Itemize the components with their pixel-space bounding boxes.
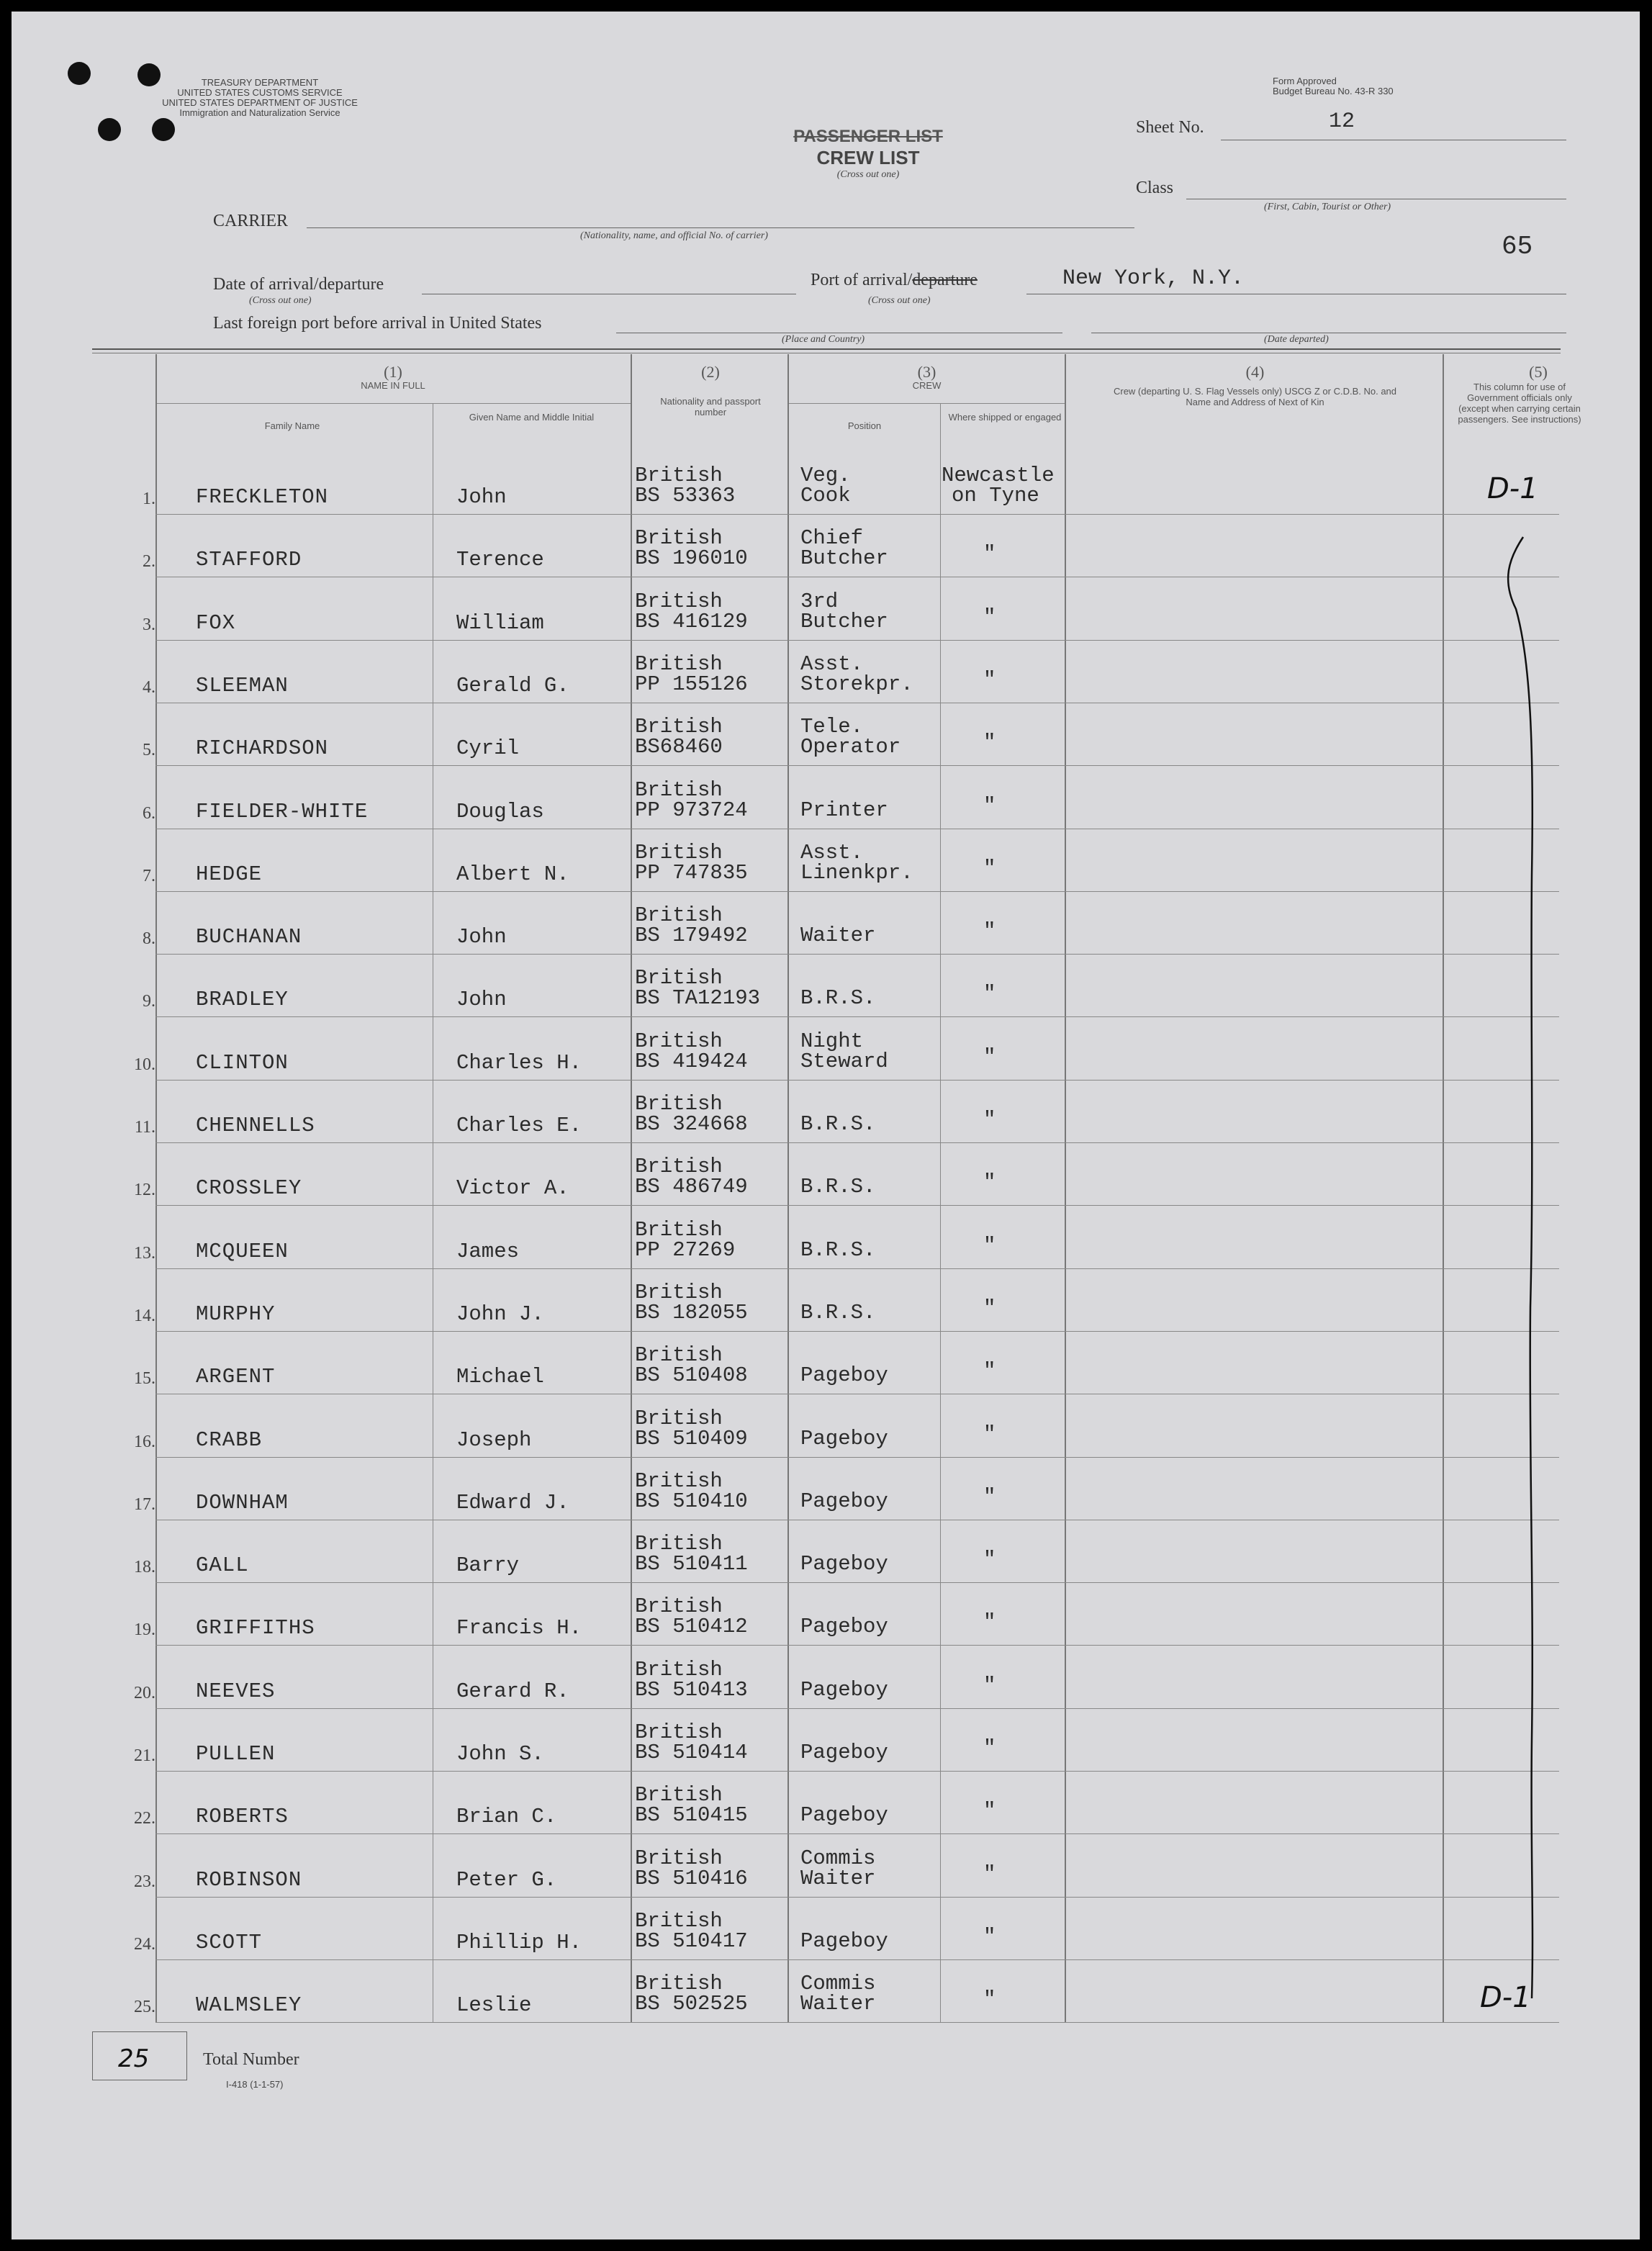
agency-line-2: UNITED STATES CUSTOMS SERVICE [177,87,343,98]
given-name-cell: Gerard R. [456,1679,569,1703]
passport-cell: BS 502525 [635,1992,748,2016]
nationality-cell: British [635,1972,723,1996]
passport-cell: PP 747835 [635,860,748,885]
nationality-cell: British [635,966,723,991]
port-note: (Cross out one) [868,295,931,306]
row-number: 13. [134,1243,155,1263]
shipped-line-2: " [983,1484,996,1509]
table-row [12,1332,1640,1394]
family-name-cell: MCQUEEN [196,1239,289,1263]
sheet-label: Sheet No. [1136,118,1204,137]
nationality-cell: British [635,464,723,487]
table-row [12,1772,1640,1834]
table-row [12,1583,1640,1646]
nationality-cell: British [635,1720,723,1744]
col-family-header: Family Name [264,420,320,431]
given-name-cell: John J. [456,1302,544,1326]
position-line-1: Commis [800,1846,876,1870]
table-row [12,1018,1640,1081]
shipped-line-2: " [983,982,996,1006]
family-name-cell: SLEEMAN [196,673,289,698]
given-name-cell: Charles H. [456,1050,582,1075]
passport-cell: BS 510416 [635,1866,748,1890]
title-main: CREW LIST [816,147,920,168]
passport-cell: PP 155126 [635,672,748,696]
given-name-cell: Charles E. [456,1114,582,1137]
port-value: New York, N.Y. [1062,266,1245,291]
position-line-2: B.R.S. [800,1175,876,1199]
table-row [12,1646,1640,1709]
given-name-cell: Albert N. [456,862,569,886]
passport-cell: BS 53363 [635,484,736,508]
nationality-cell: British [635,651,723,676]
nationality-cell: British [635,526,723,551]
position-line-2: Operator [800,735,901,759]
nationality-cell: British [635,1532,723,1556]
position-line-1: Veg. [800,464,851,487]
row-number: 25. [134,1998,155,2017]
shipped-line-2: " [983,1108,996,1132]
table-row [12,892,1640,955]
shipped-line-2: " [983,1673,996,1697]
nationality-cell: British [635,903,723,928]
title-struck: PASSENGER LIST [793,127,943,146]
family-name-cell: SCOTT [196,1930,263,1954]
row-number: 24. [134,1934,155,1954]
position-line-2: Butcher [800,609,888,633]
position-line-1: Chief [800,526,864,551]
position-line-2: Waiter [800,1866,876,1890]
passport-cell: BS 510414 [635,1741,748,1764]
passport-cell: BS 510409 [635,1426,748,1451]
family-name-cell: GRIFFITHS [196,1616,315,1641]
position-line-2: Pageboy [800,1615,888,1639]
row-number: 10. [134,1055,155,1074]
list-title [760,127,976,181]
nationality-cell: British [635,1783,723,1808]
given-name-cell: Barry [456,1553,520,1578]
position-line-2: Pageboy [800,1741,888,1764]
class-label: Class [1136,179,1174,197]
shipped-line-2: on Tyne [952,484,1039,508]
row-number: 18. [134,1558,155,1577]
shipped-line-2: " [983,793,996,818]
bottom-mark: D-1 [1480,1981,1531,2014]
col-shipped-header: Where shipped or engaged [948,412,1062,423]
position-line-1: Tele. [800,715,864,739]
nationality-cell: British [635,1846,723,1870]
passport-cell: BS TA12193 [635,986,761,1011]
shipped-line-2: " [983,1862,996,1886]
col5-num: (5) [1529,363,1548,381]
row-number: 11. [134,1118,155,1137]
carrier-note: (Nationality, name, and official No. of carrier) [580,230,768,241]
nationality-cell: British [635,715,723,739]
row-number: 14. [134,1306,155,1325]
passport-cell: BS 510415 [635,1803,748,1828]
family-name-cell: DOWNHAM [196,1490,289,1515]
position-line-1: Commis [800,1972,876,1996]
family-name-cell: FIELDER-WHITE [196,799,369,824]
family-name-cell: RICHARDSON [196,736,329,761]
given-name-cell: Joseph [456,1427,532,1452]
family-name-cell: MURPHY [196,1302,276,1326]
position-line-2: B.R.S. [800,986,876,1011]
row-number: 4. [143,677,155,697]
given-name-cell: Brian C. [456,1805,557,1829]
row-number: 22. [134,1809,155,1828]
family-name-cell: CLINTON [196,1050,289,1075]
position-line-2: Pageboy [800,1929,888,1953]
shipped-line-2: " [983,1548,996,1572]
col4-num: (4) [1245,363,1265,381]
position-line-2: Linenkpr. [800,860,913,885]
position-line-2: Cook [800,484,851,508]
table-row [12,1898,1640,1960]
nationality-cell: British [635,1908,723,1933]
top-mark: D-1 [1487,472,1538,505]
table-row [12,767,1640,829]
position-line-2: Waiter [800,1992,876,2016]
shipped-line-2: " [983,542,996,567]
agency-line-1: TREASURY DEPARTMENT [201,77,319,88]
col4-title: Crew (departing U. S. Flag Vessels only) USCG Z or C.D.B. No. and Name and Address of Next of Kin [1113,386,1397,407]
form-approval [1273,76,1394,96]
row-number: 3. [143,615,155,634]
last-port-label: Last foreign port before arrival in United States [213,314,542,333]
given-name-cell: Edward J. [456,1490,569,1515]
form-approval-line-2: Budget Bureau No. 43-R 330 [1273,86,1394,96]
row-number: 2. [143,552,155,572]
nationality-cell: British [635,840,723,865]
row-number: 8. [143,929,155,949]
family-name-cell: HEDGE [196,862,263,886]
table-row [12,1269,1640,1332]
family-name-cell: ARGENT [196,1365,276,1389]
family-name-cell: PULLEN [196,1742,276,1766]
nationality-cell: British [635,1155,723,1179]
given-name-cell: Peter G. [456,1867,557,1892]
shipped-line-2: " [983,1988,996,2012]
position-line-2: Waiter [800,924,876,948]
total-label: Total Number [203,2050,299,2069]
port-label [811,271,978,290]
table-row [12,703,1640,766]
row-number: 17. [134,1494,155,1514]
table-row [12,1081,1640,1143]
given-name-cell: Terence [456,548,544,572]
agency-header [83,78,436,118]
shipped-line-2: " [983,605,996,629]
family-name-cell: FRECKLETON [196,485,329,509]
given-name-cell: Victor A. [456,1176,569,1201]
nationality-cell: British [635,1594,723,1619]
table-row [12,1143,1640,1206]
nationality-cell: British [635,1092,723,1116]
shipped-line-2: " [983,856,996,880]
family-name-cell: FOX [196,610,236,635]
family-name-cell: NEEVES [196,1679,276,1703]
position-line-2: Printer [800,798,888,822]
family-name-cell: CROSSLEY [196,1176,302,1201]
row-number: 23. [134,1872,155,1891]
shipped-line-2: " [983,667,996,692]
given-name-cell: Francis H. [456,1616,582,1641]
table-row [12,1960,1640,2023]
punch-hole [152,118,175,141]
col-position-header: Position [847,420,882,431]
passport-cell: BS 419424 [635,1049,748,1073]
nationality-cell: British [635,1280,723,1304]
sheet-number: 12 [1329,109,1355,134]
position-line-1: Night [800,1029,864,1053]
port-label-text: Port of arrival/ [811,271,913,289]
table-row [12,1520,1640,1583]
table-row [12,1835,1640,1898]
nationality-cell: British [635,1469,723,1493]
position-line-2: Pageboy [800,1552,888,1576]
agency-line-3: UNITED STATES DEPARTMENT OF JUSTICE [162,97,358,108]
row-number: 5. [143,741,155,760]
given-name-cell: John S. [456,1742,544,1766]
shipped-line-2: " [983,1359,996,1384]
form-approval-line-1: Form Approved [1273,76,1337,86]
shipped-line-2: " [983,919,996,944]
row-number: 9. [143,992,155,1011]
position-line-1: Asst. [800,840,864,865]
passport-cell: BS 182055 [635,1300,748,1325]
col1-title: NAME IN FULL [361,380,425,391]
shipped-line-2: " [983,1610,996,1635]
row-number: 16. [134,1432,155,1451]
row-number: 1. [143,490,155,508]
nationality-cell: British [635,1029,723,1053]
table-row [12,1709,1640,1772]
title-note: (Cross out one) [836,169,900,180]
date-arrival-note: (Cross out one) [249,295,312,306]
col3-title: CREW [912,380,942,391]
passport-cell: BS 324668 [635,1112,748,1136]
family-name-cell: ROBINSON [196,1867,302,1892]
row-number: 21. [134,1746,155,1765]
passport-cell: BS 510408 [635,1363,748,1388]
position-line-2: Pageboy [800,1489,888,1513]
col2-num: (2) [701,363,720,381]
passport-cell: BS 416129 [635,609,748,633]
given-name-cell: James [456,1239,520,1263]
position-line-2: B.R.S. [800,1112,876,1136]
passport-cell: BS68460 [635,735,723,759]
position-line-2: Steward [800,1049,888,1073]
family-name-cell: CRABB [196,1427,263,1452]
row-number: 15. [134,1369,155,1389]
table-row [12,578,1640,641]
passport-cell: BS 510410 [635,1489,748,1513]
page-number: 65 [1502,232,1533,261]
position-line-1: 3rd [800,589,839,613]
document-page [12,12,1640,2239]
given-name-cell: Michael [456,1365,544,1389]
bracket-line [1494,515,1545,2027]
row-number: 7. [143,866,155,885]
family-name-cell: BRADLEY [196,988,289,1012]
position-line-2: Pageboy [800,1677,888,1702]
position-line-1: Asst. [800,651,864,676]
shipped-line-2: " [983,1736,996,1760]
position-line-2: Butcher [800,546,888,571]
shipped-line-2: " [983,1924,996,1949]
position-line-2: B.R.S. [800,1300,876,1325]
nationality-cell: British [635,1406,723,1430]
given-name-cell: Phillip H. [456,1930,582,1954]
given-name-cell: Gerald G. [456,673,569,698]
family-name-cell: STAFFORD [196,548,302,572]
row-number: 19. [134,1620,155,1640]
position-line-2: Storekpr. [800,672,913,696]
passport-cell: BS 486749 [635,1175,748,1199]
col5-title: This column for use of Government officials only (except when carrying certain passengers. See instructions) [1458,382,1581,425]
punch-hole [98,118,121,141]
form-code: I-418 (1-1-57) [226,2079,284,2090]
passport-cell: BS 179492 [635,924,748,948]
family-name-cell: WALMSLEY [196,1993,302,2018]
shipped-line-2: " [983,1799,996,1823]
given-name-cell: Cyril [456,736,520,761]
passport-cell: BS 510411 [635,1552,748,1576]
class-note: (First, Cabin, Tourist or Other) [1264,202,1391,212]
given-name-cell: John [456,925,507,949]
given-name-cell: Douglas [456,799,544,824]
agency-line-4: Immigration and Naturalization Service [179,107,340,118]
shipped-line-2: " [983,1170,996,1195]
passport-cell: BS 510413 [635,1677,748,1702]
table-row [12,641,1640,703]
nationality-cell: British [635,1343,723,1368]
table-row [12,515,1640,577]
family-name-cell: ROBERTS [196,1805,289,1829]
col-given-header: Given Name and Middle Initial [469,412,595,423]
position-line-2: Pageboy [800,1426,888,1451]
shipped-line-2: " [983,1296,996,1320]
table-row [12,1395,1640,1458]
passport-cell: BS 510417 [635,1929,748,1953]
port-struck: departure [912,271,978,289]
position-line-2: B.R.S. [800,1237,876,1262]
given-name-cell: John [456,485,507,509]
row-number: 20. [134,1683,155,1702]
nationality-cell: British [635,1217,723,1242]
passport-cell: PP 973724 [635,798,748,822]
position-line-2: Pageboy [800,1803,888,1828]
table-row [12,1206,1640,1269]
last-port-date-note: (Date departed) [1264,334,1329,345]
passport-cell: BS 196010 [635,546,748,571]
nationality-cell: British [635,1657,723,1682]
shipped-line-2: " [983,1233,996,1258]
table-row [12,1458,1640,1520]
passport-cell: BS 510412 [635,1615,748,1639]
passport-cell: PP 27269 [635,1237,736,1262]
shipped-line-2: " [983,1422,996,1446]
carrier-label: CARRIER [213,212,289,230]
given-name-cell: Leslie [456,1993,532,2018]
total-value: 25 [118,2044,150,2073]
row-number: 6. [143,803,155,823]
table-row [12,829,1640,892]
col2-title: Nationality and passport number [660,396,761,418]
given-name-cell: John [456,988,507,1012]
family-name-cell: GALL [196,1553,249,1578]
table-row [12,955,1640,1017]
shipped-line-2: " [983,731,996,755]
col3-num: (3) [917,363,936,381]
table-row [12,452,1640,515]
shipped-line-1: Newcastle [942,464,1055,487]
shipped-line-2: " [983,1045,996,1069]
nationality-cell: British [635,589,723,613]
last-port-place-note: (Place and Country) [782,334,865,345]
date-arrival-label: Date of arrival/departure [213,275,384,294]
family-name-cell: BUCHANAN [196,925,302,949]
row-number: 12. [134,1181,155,1200]
given-name-cell: William [456,610,544,635]
col1-num: (1) [384,363,402,381]
family-name-cell: CHENNELLS [196,1114,315,1137]
nationality-cell: British [635,777,723,802]
position-line-2: Pageboy [800,1363,888,1388]
